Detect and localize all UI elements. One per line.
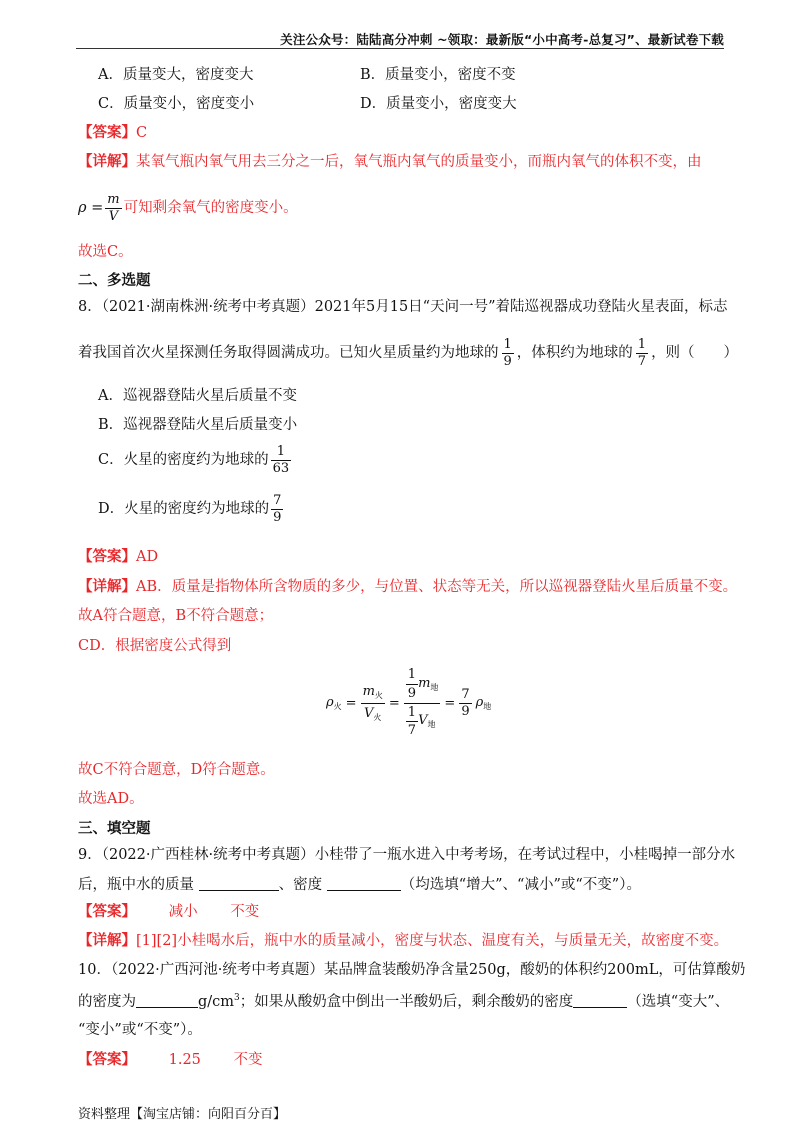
option-text: C．火星的密度约为地球的 [98, 451, 269, 468]
detail-text: [1][2]小桂喝水后，瓶中水的质量减小，密度与状态、温度有关，与质量无关，故密度不变。 [136, 933, 729, 949]
fraction-denominator: 7 [637, 353, 647, 369]
q7-option-b: B．质量变小，密度不变 [360, 67, 516, 83]
fraction-denominator: 9 [273, 509, 282, 525]
q9-answer [78, 905, 259, 920]
fraction-numerator: m [107, 192, 120, 207]
fraction-numerator: 1 [271, 445, 292, 461]
answer-tag: 【答案】 [78, 124, 136, 141]
q8-detail-3: CD．根据密度公式得到 [78, 638, 232, 654]
density-fraction [105, 193, 121, 223]
equals-sign: = [388, 695, 400, 711]
q7-detail-2 [78, 193, 298, 223]
q10-stem-line-1: 10．（2022·广西河池·统考中考真题）某品牌盒装酸奶净含量250g，酸奶的体积约200mL，可估算酸奶 [78, 962, 746, 978]
header-divider [76, 48, 724, 49]
answer-value: C [136, 125, 148, 141]
q8-detail-1 [78, 580, 737, 595]
detail-text: 某氧气瓶内氧气用去三分之一后，氧气瓶内氧气的质量变小，而瓶内氧气的体积不变，由 [136, 154, 702, 170]
blank-2 [573, 993, 627, 1008]
option-text: D．火星的密度约为地球的 [98, 500, 270, 517]
q7-conclusion: 故选C。 [78, 244, 133, 260]
equals-sign: = [345, 695, 357, 711]
q8-stem-line-1: 8．（2021·湖南株洲·统考中考真题）2021年5月15日“天问一号”着陆巡视器成功登陆火星表面，标志 [78, 299, 728, 315]
q9-stem-line-1: 9．（2022·广西桂林·统考中考真题）小桂带了一瓶水进入中考考场，在考试过程中，小桂喝掉一部分水 [78, 847, 736, 863]
fraction-numerator: 1 [503, 337, 512, 352]
q7-option-c: C．质量变小，密度变小 [98, 96, 255, 112]
density-formula [326, 668, 491, 738]
page-footer: 资料整理【淘宝店铺：向阳百分百】 [78, 1107, 287, 1122]
detail-text: 可知剩余氧气的密度变小。 [123, 199, 298, 216]
fraction-denominator: 63 [272, 460, 290, 476]
q8-conclusion: 故选AD。 [78, 791, 144, 807]
detail-tag: 【详解】 [78, 932, 136, 949]
fraction-denominator: 9 [503, 353, 512, 369]
q8-option-c [98, 445, 291, 475]
rho-fire: $\rho_火$ [326, 694, 342, 711]
page-header: 关注公众号：陆陆高分冲刺 ~领取：最新版“小中高考-总复习”、最新试卷下载 [280, 32, 724, 47]
q10-stem-line-3: “变小”或“不变”）。 [78, 1022, 202, 1038]
fraction-numerator: 7 [273, 493, 282, 508]
detail-tag: 【详解】 [78, 578, 136, 595]
fraction-numerator: 1 [637, 337, 647, 352]
option-fraction [271, 445, 292, 475]
answer-value: AD [136, 549, 159, 565]
volume-ratio-fraction [636, 338, 648, 368]
q8-option-a: A．巡视器登陆火星后质量不变 [98, 388, 297, 404]
q7-option-a: A．质量变大，密度变大 [98, 67, 254, 83]
mass-over-volume-fraction: $m_火$ $V_火$ [362, 683, 383, 722]
detail-tag: 【详解】 [78, 153, 136, 170]
blank-1 [136, 993, 198, 1008]
rho-earth: $\rho_地$ [475, 694, 492, 711]
equals-sign: = [444, 695, 456, 711]
answer-1: 1.25 [168, 1052, 201, 1068]
rho-symbol: ρ = [78, 199, 104, 216]
q8-option-b: B．巡视器登陆火星后质量变小 [98, 417, 298, 433]
blank-1 [199, 876, 279, 891]
q9-stem-line-2: 后，瓶中水的质量 、密度 （均选填“增大”、“减小”或“不变”）。 [78, 877, 641, 893]
answer-tag: 【答案】 [78, 903, 136, 920]
stem-text: 着我国首次火星探测任务取得圆满成功。已知火星质量约为地球的 [78, 344, 499, 361]
answer-1: 减小 [168, 904, 198, 920]
answer-tag: 【答案】 [78, 1051, 136, 1068]
stem-text: ，体积约为地球的 [516, 344, 633, 361]
answer-2: 不变 [230, 904, 260, 920]
q7-answer [78, 126, 147, 141]
q7-option-d: D．质量变小，密度变大 [360, 96, 517, 112]
compound-fraction: $\frac{1}{9}$ $m_地$ $\frac{1}{7}$ $V_地$ [404, 668, 441, 738]
q8-detail-2: 故A符合题意，B不符合题意； [78, 608, 274, 624]
q9-detail [78, 934, 728, 949]
fraction-denominator: V [108, 208, 119, 224]
q10-answer [78, 1053, 263, 1068]
q8-option-d [98, 494, 283, 524]
q10-stem-line-2: 的密度为 $g/cm^3$；如果从酸奶盒中倒出一半酸奶后，剩余酸奶的密度 （选填“变大”、 [78, 993, 730, 1010]
mass-ratio-fraction [502, 338, 514, 368]
stem-text: ，则（ ） [651, 344, 739, 361]
detail-text: AB．质量是指物体所含物质的多少，与位置、状态等无关，所以巡视器登陆火星后质量不变。 [136, 579, 738, 595]
option-fraction [271, 494, 283, 524]
ratio-fraction: $\frac{7}{9}$ [461, 686, 470, 719]
answer-tag: 【答案】 [78, 548, 136, 565]
q8-detail-4: 故C不符合题意，D符合题意。 [78, 762, 275, 778]
q8-answer [78, 550, 158, 565]
section-title-fill-blank: 三、填空题 [78, 820, 151, 837]
q7-detail-1 [78, 155, 702, 170]
answer-2: 不变 [233, 1052, 263, 1068]
section-title-multi-choice: 二、多选题 [78, 272, 151, 289]
blank-2 [327, 876, 401, 891]
q8-stem-line-2 [78, 338, 738, 368]
